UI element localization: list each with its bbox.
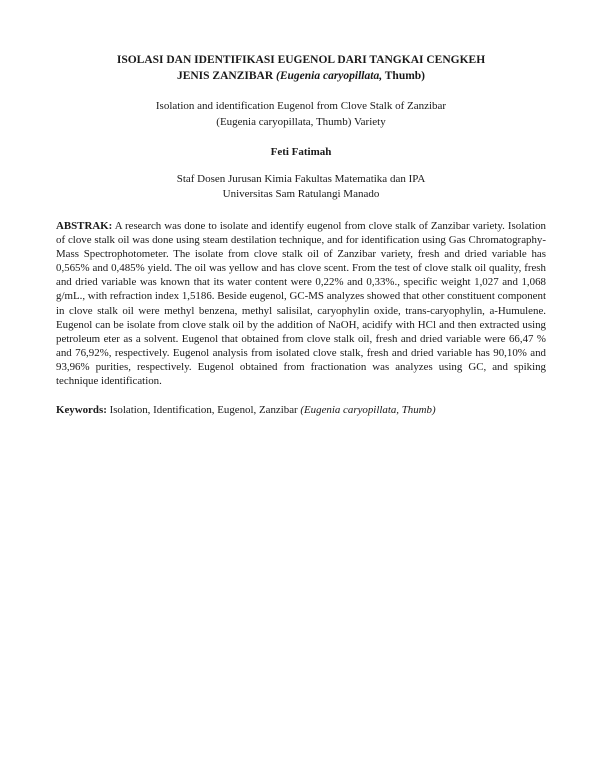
affiliation-line-1: Staf Dosen Jurusan Kimia Fakultas Matematika dan IPA (176, 173, 426, 185)
paper-title (56, 52, 546, 84)
author-name: Feti Fatimah (270, 146, 332, 158)
abstract-text: A research was done to isolate and identify eugenol from clove stalk of Zanzibar variety. Isolation of clove stalk oil was done using steam destilation technique, and for identification using Gas Chromatography-Mass Spectrophotometer. The isolate from clove stalk oil of Zanzibar variety, fresh and dried variable has 0,565% and 0,485% yield. The oil was yellow and has clove scent. From the test of clove stalk oil quality, fresh and dried variable was known that its water content were 0,22% and 0,33%., specific weight 1,027 and 1,068 g/mL., with refraction index 1,5186. Beside eugenol, GC-MS analyzes showed that other constituent component in clove stalk oil were methyl benzena, methyl salisilat, caryophylin oxide, trans-caryophylin, a-Humulene. Eugenol can be isolate from clove stalk oil by the addition of NaOH, acidify with HCl and then extracted using petroleum eter as a solvent. Eugenol that obtained from clove stalk oil, fresh and dried variable were 66,47 % and 76,92%, respectively. Eugenol analysis from isolated clove stalk, fresh and dried variable has 90,10% and 93,96% purities, respectively. Eugenol obtained from fractionation was analyzes using GC, and spiking technique identification. (56, 220, 546, 388)
keywords-paragraph (56, 403, 546, 417)
title-line-2-italic: (Eugenia caryopillata, (276, 70, 383, 82)
subtitle-line-2: (Eugenia caryopillata, Thumb) Variety (216, 116, 386, 128)
english-subtitle (56, 98, 546, 130)
subtitle-line-1: Isolation and identification Eugenol from Clove Stalk of Zanzibar (155, 100, 447, 112)
paper-page (56, 52, 546, 417)
keywords-label: Keywords: (56, 404, 107, 417)
abstract-paragraph (56, 219, 546, 388)
abstract-label: ABSTRAK: (56, 220, 113, 232)
title-line-2-prefix: JENIS ZANZIBAR (176, 70, 274, 82)
keywords-italic: (Eugenia caryopillata, Thumb) (300, 404, 436, 417)
keywords-text: Isolation, Identification, Eugenol, Zanzibar (109, 404, 298, 417)
title-line-2-suffix: Thumb) (384, 70, 426, 82)
title-line-1: ISOLASI DAN IDENTIFIKASI EUGENOL DARI TANGKAI CENGKEH (116, 54, 486, 66)
author-affiliation (56, 172, 546, 202)
affiliation-line-2: Universitas Sam Ratulangi Manado (222, 188, 380, 200)
